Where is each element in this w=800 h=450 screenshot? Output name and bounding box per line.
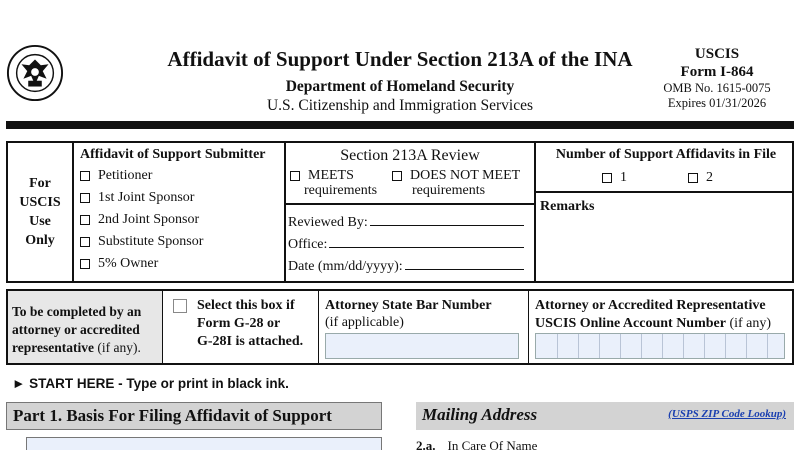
affidavit-count-2[interactable]: 2 (688, 167, 713, 189)
attorney-intro: To be completed by an attorney or accredited representative (if any). (12, 304, 142, 355)
part1-input[interactable] (26, 437, 382, 450)
submitter-petitioner[interactable]: Petitioner (80, 165, 280, 187)
submitter-substitute-sponsor[interactable]: Substitute Sponsor (80, 231, 280, 253)
reviewed-by-field[interactable]: Reviewed By: (288, 215, 524, 231)
online-account-cell (528, 291, 792, 363)
for-uscis-use-only-label: For USCIS Use Only (19, 176, 61, 248)
omb-number: OMB No. 1615-0075 (663, 81, 771, 95)
g28-checkbox[interactable] (173, 299, 187, 313)
usps-zip-lookup-link[interactable]: (USPS ZIP Code Lookup) (668, 408, 786, 420)
review-date-field[interactable]: Date (mm/dd/yyyy): (288, 259, 524, 275)
submitter-1st-joint-sponsor[interactable]: 1st Joint Sponsor (80, 187, 280, 209)
checkbox[interactable] (80, 193, 90, 203)
affidavit-count-heading: Number of Support Affidavits in File (555, 147, 777, 162)
agency-name: U.S. Citizenship and Immigration Services (266, 97, 534, 114)
uscis-use-only-section (6, 141, 794, 283)
divider (534, 143, 536, 281)
office-field[interactable]: Office: (288, 237, 524, 253)
start-here-instruction: ► START HERE - Type or print in black ink. (12, 376, 289, 391)
question-number: 2.a. (416, 438, 436, 450)
remarks-label: Remarks (540, 199, 595, 214)
bar-number-label: Attorney State Bar Number (325, 298, 492, 313)
form-id: Form I-864 (680, 64, 754, 80)
part1-heading: Part 1. Basis For Filing Affidavit of Support (6, 402, 382, 430)
expiration-date: Expires 01/31/2026 (667, 96, 767, 110)
attorney-section (6, 289, 794, 365)
divider (72, 143, 74, 281)
checkbox[interactable] (688, 173, 698, 183)
department-name: Department of Homeland Security (285, 78, 515, 95)
mailing-address-heading (416, 402, 794, 430)
does-not-meet-option[interactable]: DOES NOT MEET requirements (392, 168, 520, 198)
checkbox[interactable] (80, 171, 90, 181)
divider (284, 203, 534, 205)
checkbox[interactable] (80, 237, 90, 247)
in-care-of-name-question (416, 438, 537, 450)
mailing-address-title: Mailing Address (422, 405, 538, 424)
dhs-seal-icon (6, 44, 64, 102)
review-heading: Section 213A Review (340, 147, 480, 164)
bar-number-cell (318, 291, 528, 363)
checkbox[interactable] (392, 171, 402, 181)
g28-cell (162, 291, 318, 363)
header-divider (6, 121, 794, 129)
bar-number-input[interactable] (325, 333, 519, 359)
form-metadata (652, 46, 782, 111)
affidavit-count-1[interactable]: 1 (602, 167, 627, 189)
submitter-2nd-joint-sponsor[interactable]: 2nd Joint Sponsor (80, 209, 280, 231)
form-title: Affidavit of Support Under Section 213A of the INA (167, 47, 633, 71)
submitter-5-percent-owner[interactable]: 5% Owner (80, 253, 280, 275)
checkbox[interactable] (80, 215, 90, 225)
meets-requirements-option[interactable]: MEETS requirements (290, 168, 377, 198)
form-agency: USCIS (694, 46, 740, 62)
divider (284, 143, 286, 281)
checkbox[interactable] (290, 171, 300, 181)
online-account-label: Attorney or Accredited Representative USCIS Online Account Number (if any) (535, 298, 772, 331)
bar-number-sub: (if applicable) (325, 315, 404, 330)
submitter-column (80, 147, 280, 275)
question-label: In Care Of Name (447, 438, 538, 450)
g28-label: Select this box if Form G-28 or G-28I is attached. (197, 298, 304, 349)
checkbox[interactable] (80, 259, 90, 269)
online-account-input[interactable] (535, 333, 785, 359)
checkbox[interactable] (602, 173, 612, 183)
divider (534, 191, 794, 193)
submitter-heading: Affidavit of Support Submitter (80, 147, 266, 162)
